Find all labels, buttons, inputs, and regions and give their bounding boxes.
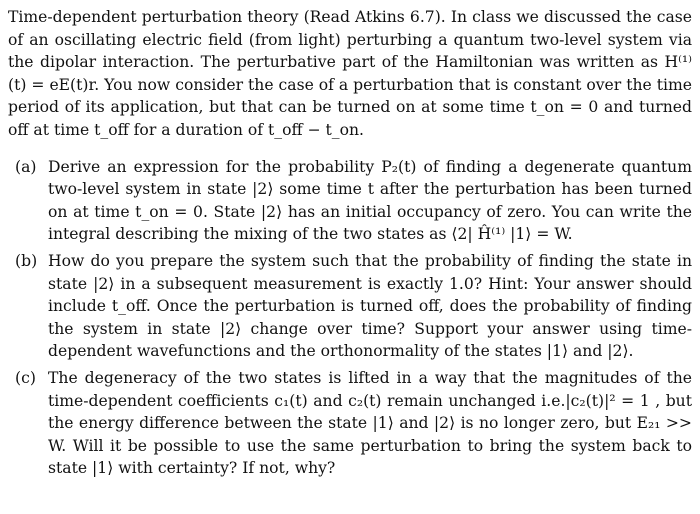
part-text: The degeneracy of the two states is lifted in a way that the magnitudes of the time-dependent coefficients c₁(t) and c₂(t) remain unchanged i.e.|c₂(t)|² = 1 , but the energy difference between the state |1⟩ and |2⟩ is no longer zero, but E₂₁ >> W. Will it be possible to use the same perturbation to bring the system back to state |1⟩ with certainty? If not, why? bbox=[48, 368, 692, 478]
part-label: (c) bbox=[15, 368, 36, 387]
problem-document bbox=[8, 6, 692, 484]
problem-intro: Time-dependent perturbation theory (Read Atkins 6.7). In class we discussed the case of an oscillating electric field (from light) perturbing a quantum two-level system via the dipolar interaction. The perturbative part of the Hamiltonian was written as H⁽¹⁾(t) = eE(t)r. You now consider the case of a perturbation that is constant over the time period of its application, but that can be turned on at some time t_on = 0 and turned off at time t_off for a duration of t_off − t_on. bbox=[8, 8, 692, 139]
part-text: Derive an expression for the probability P₂(t) of finding a degenerate quantum two-level system in state |2⟩ some time t after the perturbation has been turned on at time t_on = 0. State |2⟩ has an initial occupancy of zero. You can write the integral describing the mixing of the two states as ⟨2| Ĥ⁽¹⁾ |1⟩ = W. bbox=[48, 157, 692, 244]
problem-part-b bbox=[8, 250, 692, 363]
problem-parts bbox=[8, 156, 692, 480]
part-text: How do you prepare the system such that the probability of finding the state in state |2⟩ in a subsequent measurement is exactly 1.0? Hint: Your answer should include t_off. Once the perturbation is turned off, does the probability of finding the system in state |2⟩ change over time? Support your answer using time-dependent wavefunctions and the orthonormality of the states |1⟩ and |2⟩. bbox=[48, 251, 692, 361]
part-label: (b) bbox=[15, 251, 38, 270]
problem-part-c bbox=[8, 367, 692, 480]
part-label: (a) bbox=[15, 157, 37, 176]
problem-part-a bbox=[8, 156, 692, 246]
